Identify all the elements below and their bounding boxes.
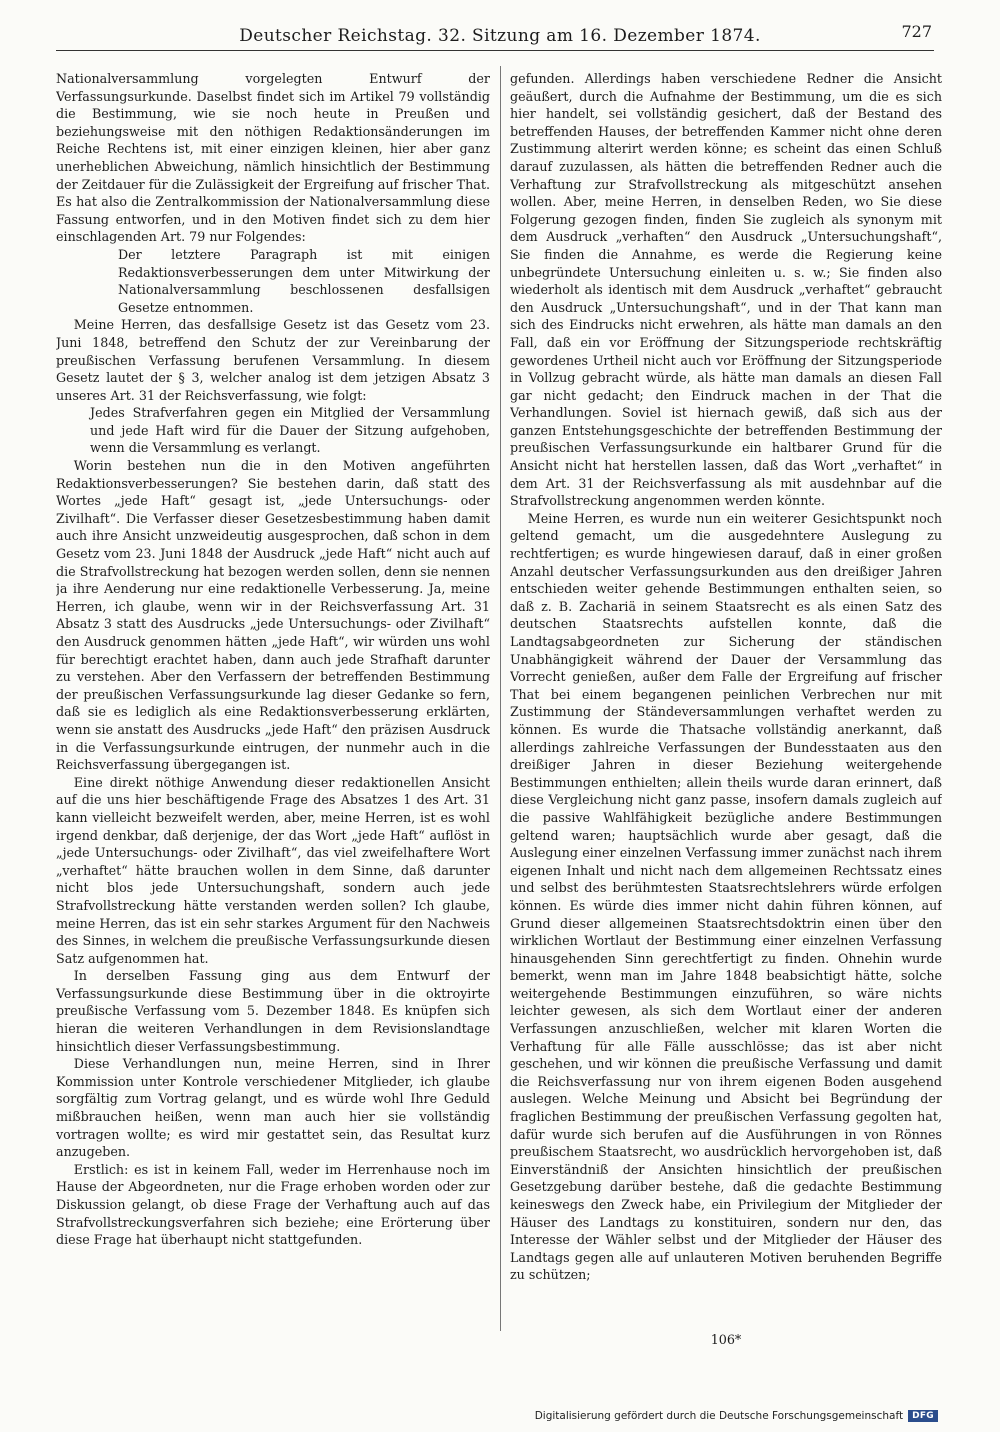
running-head: Deutscher Reichstag. 32. Sitzung am 16. Dezember 1874. (239, 26, 761, 46)
left-column (56, 70, 490, 1332)
paragraph: In derselben Fassung ging aus dem Entwurf der Verfassungsurkunde diese Bestimmung über in die oktroyirte preußische Verfassung vom 5. Dezember 1848. Es knüpfen sich hieran die weiteren Verhandlungen in dem Revisionslandtage hinsichtlich dieser Verfassungsbestimmung. (56, 968, 490, 1054)
column-divider (500, 66, 501, 1331)
paragraph: Eine direkt nöthige Anwendung dieser redaktionellen Ansicht auf die uns hier beschäftigende Frage des Absatzes 1 des Art. 31 kann vielleicht bezweifelt werden, aber, meine Herren, ist es wohl irgend denkbar, daß derjenige, der das Wort „jede Haft“ auflöst in „jede Untersuchungs- oder Zivilhaft“, das viel zweifelhaftere Wort „verhaftet“ hätte brauchen wollen in dem Sinne, daß darunter nicht blos jede Untersuchungshaft, sondern auch jede Strafvollstreckung hätte verstanden werden sollen? Ich glaube, meine Herren, das ist ein sehr starkes Argument für den Nachweis des Sinnes, in welchem die preußische Verfassungsurkunde diesen Satz aufgenommen hat. (56, 774, 490, 966)
header-rule (56, 50, 934, 51)
block-quote: Jedes Strafverfahren gegen ein Mitglied der Versammlung und jede Haft wird für die Dauer der Sitzung aufgehoben, wenn die Versammlung es verlangt. (90, 405, 490, 456)
right-column (510, 70, 942, 1332)
paragraph: Nationalversammlung vorgelegten Entwurf der Verfassungsurkunde. Daselbst findet sich im Artikel 79 vollständig die Bestimmung, wie sie noch heute in Preußen und beziehungsweise mit den nöthigen Redaktionsänderungen im Reiche Rechtens ist, mit einer einzigen kleinen, hier aber ganz unerheblichen Abweichung, nämlich hinsichtlich der Bestimmung der Zeitdauer für die Zulässigkeit der Ergreifung auf frischer That. Es hat also die Zentralkommission der Nationalversammlung diese Fassung entworfen, und in den Motiven findet sich zu dem hier einschlagenden Art. 79 nur Folgendes: (56, 71, 490, 245)
sheet-signature: 106* (710, 1332, 742, 1347)
paragraph: Worin bestehen nun die in den Motiven angeführten Redaktionsverbesserungen? Sie bestehen darin, daß statt des Wortes „jede Haft“ gesagt ist, „jede Untersuchungs- oder Zivilhaft“. Die Verfasser dieser Gesetzesbestimmung haben damit auch ihre Ansicht unzweideutig ausgesprochen, daß schon in dem Gesetz vom 23. Juni 1848 der Ausdruck „jede Haft“ nicht auch auf die Strafvollstreckung hat bezogen werden sollen, denn sie nennen ja ihre Aenderung nur eine redaktionelle Verbesserung. Ja, meine Herren, ich glaube, wenn wir in der Reichsverfassung Art. 31 Absatz 3 statt des Ausdrucks „jede Untersuchungs- oder Zivilhaft“ den Ausdruck genommen hätten „jede Haft“, wir würden uns wohl für berechtigt erachtet haben, dann auch jede Strafhaft darunter zu verstehen. Aber den Verfassern der betreffenden Bestimmung der preußischen Verfassungsurkunde lag dieser Gedanke so fern, daß sie es lediglich als eine Redaktionsverbesserung erklärten, wenn sie anstatt des Ausdrucks „jede Haft“ den präzisen Ausdruck in die Verfassungsurkunde eintrugen, der nunmehr auch in die Reichsverfassung übergegangen ist. (56, 458, 490, 773)
dfg-logo-icon: DFG (908, 1410, 938, 1422)
paragraph: Meine Herren, das desfallsige Gesetz ist das Gesetz vom 23. Juni 1848, betreffend den Schutz der zur Vereinbarung der preußischen Verfassung berufenen Versammlung. In diesem Gesetz lautet der § 3, welcher analog ist dem jetzigen Absatz 3 unseres Art. 31 der Reichsverfassung, wie folgt: (56, 317, 490, 403)
page-header (0, 22, 1000, 62)
paragraph: Erstlich: es ist in keinem Fall, weder im Herrenhause noch im Hause der Abgeordneten, nur die Frage erhoben worden oder zur Diskussion gelangt, ob diese Frage der Verhaftung auch auf das Strafvollstreckungsverfahren sich beziehe; eine Erörterung über diese Frage hat überhaupt nicht stattgefunden. (56, 1161, 490, 1248)
page-number: 727 (901, 22, 932, 41)
footer-note (535, 1410, 938, 1422)
paragraph: gefunden. Allerdings haben verschiedene Redner die Ansicht geäußert, durch die Aufnahme der Bestimmung, um die es sich hier handelt, sei vollständig gesichert, daß der Bestand des betreffenden Hauses, der betreffenden Kammer nicht ohne deren Zustimmung alterirt werden könne; es scheint das einen Schluß darauf zuzulassen, als hätten die betreffenden Redner auch die Verhaftung zur Strafvollstreckung als mitgeschützt ansehen wollen. Aber, meine Herren, in denselben Reden, wo Sie diese Folgerung gezogen finden, finden Sie zugleich als synonym mit dem Ausdruck „verhaften“ den Ausdruck „Untersuchungshaft“, Sie finden die Annahme, es werde die Regierung keine unbegründete Untersuchung einleiten u. s. w.; Sie finden also wiederholt als identisch mit dem Ausdruck „verhaftet“ gebraucht den Ausdruck „Untersuchungshaft“, und in der That kann man sich des Eindrucks nicht erwehren, als hätte man damals an den Fall, daß ein vor Eröffnung der Sitzungsperiode rechtskräftig gewordenes Urtheil nicht auch vor Eröffnung der Sitzungsperiode in Vollzug gebracht würde, als hätte man damals an diesen Fall gar nicht gedacht; den Eindruck machen in der That die Verhandlungen. Soviel ist hiernach gewiß, daß sich aus der ganzen Entstehungsgeschichte der betreffenden Bestimmung der preußischen Verfassungsurkunde ein haltbarer Grund für die Ansicht nicht hat herstellen lassen, daß das Wort „verhaftet“ in dem Art. 31 der Reichsverfassung als mit ausdehnbar auf die Strafvollstreckung angenommen werden könnte. (510, 71, 942, 509)
paragraph: Meine Herren, es wurde nun ein weiterer Gesichtspunkt noch geltend gemacht, um die ausgedehntere Auslegung zu rechtfertigen; es wurde hingewiesen darauf, daß in einer großen Anzahl deutscher Verfassungsurkunden aus den dreißiger Jahren entschieden weiter gehende Bestimmungen enthalten seien, so daß z. B. Zachariä in seinem Staatsrecht es als einen Satz des deutschen Staatsrechts aufstellen konnte, daß die Landtagsabgeordneten zur Sicherung der ständischen Unabhängigkeit während der Dauer der Versammlung das Vorrecht genießen, außer dem Falle der Ergreifung auf frischer That bei einem begangenen peinlichen Verbrechen nur mit Zustimmung der Ständeversammlungen verhaftet werden zu können. Es wurde die Thatsache vollständig anerkannt, daß allerdings zahlreiche Verfassungen der Bundesstaaten aus den dreißiger Jahren in dieser Beziehung weitergehende Bestimmungen enthielten; allein theils wurde daran erinnert, daß diese Vergleichung nicht ganz passe, insofern damals zugleich auf die passive Wahlfähigkeit bezügliche andere Bestimmungen geltend waren; hauptsächlich wurde aber gesagt, daß die Auslegung einer einzelnen Verfassung immer zunächst nach ihrem eigenen Inhalt und nicht nach dem allgemeinen Rechtssatz eines und selbst des berühmtesten Staatsrechtslehrers würde erfolgen können. Es würde dies immer nicht dahin führen können, auf Grund dieser allgemeinen Staatsrechtsdoktrin einen über den wirklichen Wortlaut der Bestimmung einer einzelnen Verfassung hinausgehenden Sinn gerechtfertigt zu finden. Ohnehin wurde bemerkt, wenn man im Jahre 1848 beabsichtigt hätte, solche weitergehende Bestimmungen einzuführen, so wäre nichts leichter gewesen, als sich dem Wortlaut einer der anderen Verfassungen anzuschließen, welcher mit klaren Worten die Verhaftung für alle Fälle ausschlösse; das ist aber nicht geschehen, und wir können die preußische Verfassung und damit die Reichsverfassung nur von ihrem eigenen Boden ausgehend auslegen. Welche Meinung und Absicht bei Begründung der fraglichen Bestimmung der preußischen Verfassung gegolten hat, dafür wurde sich berufen auf die Ausführungen in von Rönnes preußischem Staatsrecht, wo ausdrücklich hervorgehoben ist, daß Einverständniß der Ansichten hinsichtlich der preußischen Gesetzgebung darüber bestehe, daß die gedachte Bestimmung keineswegs den Zweck habe, ein Privilegium der Mitglieder der Häuser des Landtags zu konstituiren, sondern nur den, das Interesse der Wähler selbst und der Mitglieder der Häuser des Landtags gegen alle auf unlauteren Motiven beruhenden Begriffe zu schützen; (510, 510, 942, 1283)
paragraph: Diese Verhandlungen nun, meine Herren, sind in Ihrer Kommission unter Kontrole verschiedener Mitglieder, ich glaube sorgfältig zum Vortrag gelangt, und es würde wohl Ihre Geduld mißbrauchen heißen, wenn man auch hier sie vollständig vortragen wollte; es wird mir gestattet sein, das Resultat kurz anzugeben. (56, 1056, 490, 1160)
footer-text: Digitalisierung gefördert durch die Deutsche Forschungsgemeinschaft (534, 1410, 904, 1422)
block-quote: Der letztere Paragraph ist mit einigen Redaktionsverbesserungen dem unter Mitwirkung der Nationalversammlung beschlossenen desfallsigen Gesetze entnommen. (118, 246, 490, 315)
